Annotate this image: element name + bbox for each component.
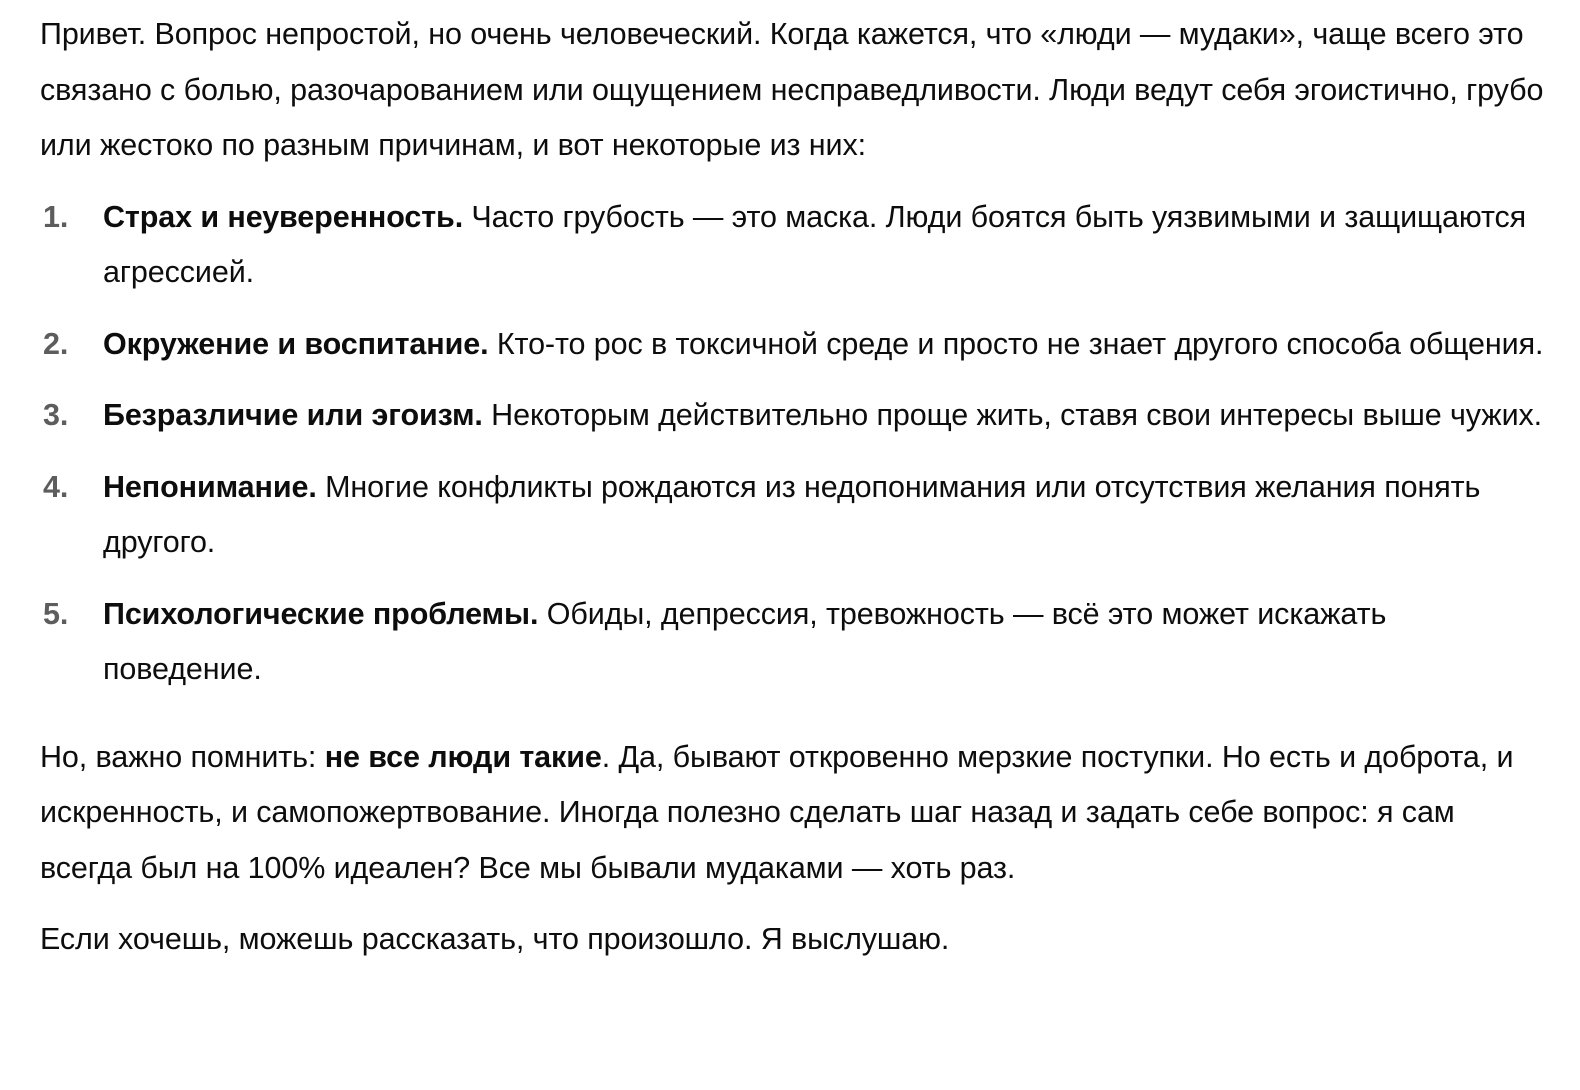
- list-item-number: 2.: [43, 326, 69, 361]
- list-item-text: Многие конфликты рождаются из недопонимания или отсутствия желания понять другого.: [103, 469, 1481, 559]
- list-item-title: Психологические проблемы.: [103, 596, 539, 631]
- list-item-text: Некоторым действительно проще жить, ставя свои интересы выше чужих.: [482, 398, 1543, 432]
- intro-paragraph: Привет. Вопрос непростой, но очень человеческий. Когда кажется, что «люди — мудаки», чаще всего это связано с болью, разочарованием или ощущением несправедливости. Люди ведут себя эгоистично, грубо или жестоко по разным причинам, и вот некоторые из них:: [40, 17, 1544, 162]
- reminder-body-text: . Да, бывают откровенно мерзкие поступки. Но есть и доброта, и искренность, и самопожертвование. Иногда полезно сделать шаг назад и задать себе вопрос: я сам всегда был на 100% идеален? Все мы бывали мудаками — хоть раз.: [40, 739, 1514, 885]
- list-item-text: Часто грубость — это маска. Люди боятся быть уязвимыми и защищаются агрессией.: [103, 199, 1527, 289]
- list-item: [40, 587, 1552, 698]
- list-item: [40, 317, 1552, 373]
- list-item-number: 4.: [43, 469, 69, 504]
- list-item: [40, 388, 1552, 444]
- list-item-number: 1.: [43, 199, 69, 234]
- list-item-title: Безразличие или эгоизм.: [103, 398, 483, 432]
- reminder-paragraph: [40, 730, 1552, 897]
- assistant-message: [40, 7, 1552, 968]
- list-item-text: Кто-то рос в токсичной среде и просто не знает другого способа общения.: [488, 326, 1544, 361]
- list-item-title: Окружение и воспитание.: [103, 326, 489, 361]
- list-item: [40, 190, 1552, 301]
- reminder-emphasis: не все люди такие: [324, 739, 602, 774]
- offer-paragraph: Если хочешь, можешь рассказать, что произошло. Я выслушаю.: [40, 922, 950, 956]
- reminder-lead-text: Но, важно помнить:: [40, 739, 325, 774]
- reasons-list: [40, 190, 1552, 698]
- list-item-number: 3.: [43, 398, 69, 432]
- list-item: [40, 460, 1552, 571]
- list-item-title: Непонимание.: [103, 469, 317, 504]
- list-item-text: Обиды, депрессия, тревожность — всё это может искажать поведение.: [103, 596, 1387, 686]
- list-item-title: Страх и неуверенность.: [103, 199, 464, 234]
- list-item-number: 5.: [43, 596, 69, 631]
